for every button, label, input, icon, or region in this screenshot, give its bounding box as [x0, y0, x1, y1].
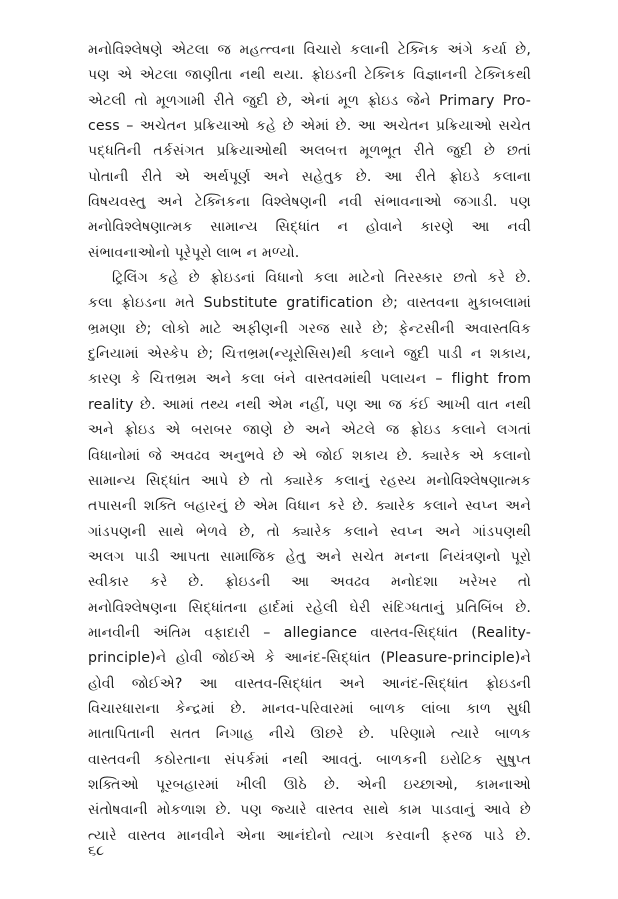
- text-line: કારણ કે ચિત્તભ્રમ અને કલા બંને વાસ્તવમાંથી પલાયન – flight from: [88, 371, 531, 388]
- text-line: સ્વીકાર કરે છે. ફ્રોઇડની આ અવઢવ મનોદશા ખરેખર તો: [88, 574, 531, 591]
- text-line: મનોવિશ્લેષણાત્મક સામાન્ય સિદ્ધાંત ન હોવાને કારણે આ નવી: [88, 219, 531, 236]
- text-line: principle)ને હોવી જોઈએ કે આનંદ-સિદ્ધાંત (Pleasure-principle)ને: [88, 650, 531, 667]
- text-line: શક્તિઓ પૂરબહારમાં ખીલી ઊઠે છે. એની ઇચ્છાઓ, કામનાઓ: [88, 776, 531, 793]
- text-line: વાસ્તવની કઠોરતાના સંપર્કમાં નથી આવતું. બાળકની ઇરોટિક સુષુપ્ત: [88, 751, 531, 768]
- text-line: કલા ફ્રોઇડના મતે Substitute gratification છે; વાસ્તવના મુકાબલામાં: [88, 295, 531, 312]
- body-text: [88, 38, 531, 849]
- page-number: ૬૮: [88, 843, 105, 859]
- text-line: સંતોષવાની મોકળાશ છે. પણ જ્યારે વાસ્તવ સાથે કામ પાડવાનું આવે છે: [88, 802, 531, 819]
- text-line: cess – અચેતન પ્રક્રિયાઓ કહે છે એમાં છે. આ અચેતન પ્રક્રિયાઓ સચેત: [88, 118, 531, 135]
- text-line: દુનિયામાં એસ્કેપ છે; ચિત્તભ્રમ(ન્યૂરોસિસ)થી કલાને જુદી પાડી ન શકાય,: [88, 346, 531, 363]
- text-line: મનોવિશ્લેષણે એટલા જ મહત્ત્વના વિચારો કલાની ટેક્નિક અંગે કર્યા છે,: [88, 42, 531, 58]
- text-line: ગાંડપણની સાથે ભેળવે છે, તો ક્યારેક કલાને સ્વપ્ન અને ગાંડપણથી: [88, 523, 531, 540]
- text-line: એટલી તો મૂળગામી રીતે જુદી છે, એનાં મૂળ ફ્રોઇડ જેને Primary Pro-: [88, 92, 531, 109]
- text-line: સામાન્ય સિદ્ધાંત આપે છે તો ક્યારેક કલાનું રહસ્ય મનોવિશ્લેષણાત્મક: [88, 472, 531, 489]
- text-line: પણ એ એટલા જાણીતા નથી થયા. ફ્રોઇડની ટેક્નિક વિજ્ઞાનની ટેક્નિકથી: [88, 67, 531, 84]
- text-line: અલગ પાડી આપતા સામાજિક હેતુ અને સચેત મનના નિયંત્રણનો પૂરો: [88, 548, 531, 565]
- text-line: reality છે. આમાં તથ્ય નથી એમ નહીં, પણ આ જ કંઈ આખી વાત નથી: [88, 396, 531, 413]
- text-line: પદ્ધતિની તર્કસંગત પ્રક્રિયાઓથી અલબત્ત મૂળભૂત રીતે જુદી છે છતાં: [88, 143, 531, 160]
- text-line: તપાસની શક્તિ બહારનું છે એમ વિધાન કરે છે. ક્યારેક કલાને સ્વપ્ન અને: [88, 498, 531, 515]
- text-line: વિચારધારાના કેન્દ્રમાં છે. માનવ-પરિવારમાં બાળક લાંબા કાળ સુધી: [88, 700, 531, 717]
- text-line: માનવીની અંતિમ વફાદારી – allegiance વાસ્તવ-સિદ્ધાંત (Reality-: [88, 624, 531, 641]
- paragraph-last-line: સંભાવનાઓનો પૂરેપૂરો લાભ ન મળ્યો.: [88, 244, 300, 261]
- text-line: ત્યારે વાસ્તવ માનવીને એના આનંદોનો ત્યાગ કરવાની ફરજ પાડે છે.: [88, 827, 531, 844]
- text-line: મનોવિશ્લેષણના સિદ્ધાંતના હાર્દમાં રહેલી ઘેરી સંદિગ્ધતાનું પ્રતિબિંબ છે.: [88, 599, 531, 616]
- text-line: અને ફ્રોઇડ એ બરાબર જાણે છે અને એટલે જ ફ્રોઇડ કલાને લગતાં: [88, 422, 531, 439]
- text-line: હોવી જોઈએ? આ વાસ્તવ-સિદ્ધાંત અને આનંદ-સિદ્ધાંત ફ્રોઇડની: [88, 675, 531, 692]
- text-line: વિષયવસ્તુ અને ટેક્નિકના વિશ્લેષણની નવી સંભાવનાઓ જગાડી. પણ: [88, 194, 531, 211]
- text-line: ભ્રમણા છે; લોકો માટે અફીણની ગરજ સારે છે; ફેન્ટસીની અવાસ્તવિક: [88, 320, 531, 337]
- text-line: પોતાની રીતે એ અર્થપૂર્ણ અને સહેતુક છે. આ રીતે ફ્રોઇડે કલાના: [88, 168, 531, 185]
- text-line: માતાપિતાની સતત નિગાહ નીચે ઊછરે છે. પરિણામે ત્યારે બાળક: [88, 726, 531, 743]
- paragraph-first-line: ટ્રિલિંગ કહે છે ફ્રોઇડનાં વિધાનો કલા માટેનો તિરસ્કાર છતો કરે છે.: [112, 270, 531, 287]
- text-line: વિધાનોમાં જે અવઢવ અનુભવે છે એ જોઈ શકાય છે. ક્યારેક એ કલાનો: [88, 447, 531, 464]
